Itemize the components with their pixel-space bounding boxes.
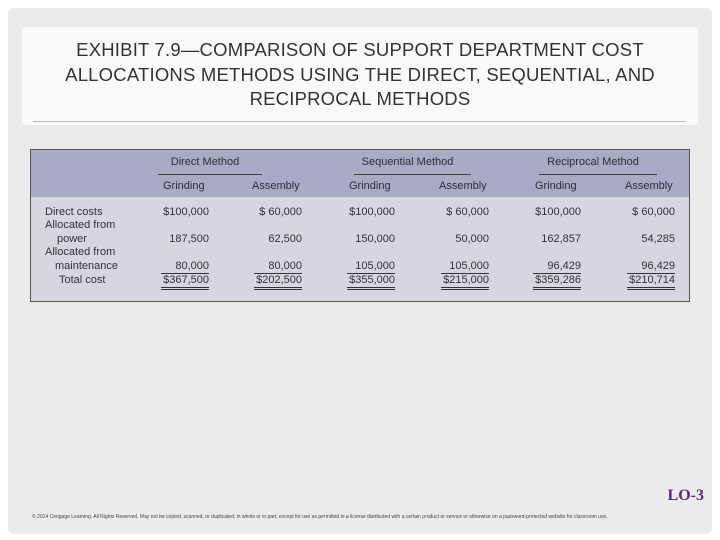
row-label: Total cost — [59, 274, 106, 286]
row-label: Allocated from — [45, 246, 116, 258]
total-double-underline — [441, 287, 489, 288]
table-cell: 96,429 — [547, 260, 581, 272]
method-underline — [354, 174, 471, 175]
total-double-underline — [254, 287, 302, 288]
table-cell: 187,500 — [169, 233, 209, 245]
table-cell: 62,500 — [268, 233, 302, 245]
table-cell: $215,000 — [443, 274, 489, 286]
table-cell: $ 60,000 — [259, 206, 302, 218]
table-cell: 54,285 — [641, 233, 675, 245]
column-header: Assembly — [252, 180, 300, 192]
table-cell: $367,500 — [163, 274, 209, 286]
exhibit-table — [30, 149, 690, 302]
total-double-underline — [533, 287, 581, 288]
total-double-underline — [161, 287, 209, 288]
table-cell: $355,000 — [349, 274, 395, 286]
table-cell: 150,000 — [355, 233, 395, 245]
table-cell: 80,000 — [268, 260, 302, 272]
column-header: Grinding — [163, 180, 205, 192]
total-double-underline — [161, 289, 209, 290]
table-cell: 105,000 — [449, 260, 489, 272]
table-cell: $100,000 — [163, 206, 209, 218]
row-label: Direct costs — [45, 206, 103, 218]
table-cell: $ 60,000 — [446, 206, 489, 218]
table-cell: 80,000 — [175, 260, 209, 272]
total-double-underline — [441, 289, 489, 290]
row-label: Allocated from — [45, 219, 116, 231]
method-underline — [539, 174, 657, 175]
table-cell: $ 60,000 — [632, 206, 675, 218]
method-underline — [158, 174, 262, 175]
column-header: Assembly — [625, 180, 673, 192]
row-label: power — [57, 233, 87, 245]
table-cell: 105,000 — [355, 260, 395, 272]
total-double-underline — [627, 287, 675, 288]
total-double-underline — [347, 287, 395, 288]
column-header: Grinding — [349, 180, 391, 192]
slide-title: EXHIBIT 7.9—COMPARISON OF SUPPORT DEPARTMENT COST ALLOCATIONS METHODS USING THE DIRECT, SEQUENTIAL, AND RECIPROCAL METHODS — [65, 39, 655, 109]
method-header: Sequential Method — [361, 156, 454, 168]
title-divider — [33, 121, 685, 122]
copyright-notice: © 2014 Cengage Learning. All Rights Reserved. May not be copied, scanned, or duplicated, in whole or in part, except for use as permitted in a license distributed with a certain product or service or otherwise on a password-protected website for classroom use. — [32, 514, 608, 520]
table-cell: $100,000 — [535, 206, 581, 218]
table-cell: 96,429 — [641, 260, 675, 272]
column-header: Assembly — [439, 180, 487, 192]
method-header: Reciprocal Method — [547, 156, 639, 168]
table-cell: $359,286 — [535, 274, 581, 286]
learning-objective-label: LO-3 — [667, 487, 704, 504]
method-header: Direct Method — [170, 156, 240, 168]
total-double-underline — [627, 289, 675, 290]
table-cell: 162,857 — [541, 233, 581, 245]
table-cell: 50,000 — [455, 233, 489, 245]
total-double-underline — [347, 289, 395, 290]
table-cell: $100,000 — [349, 206, 395, 218]
column-header: Grinding — [535, 180, 577, 192]
table-cell: $210,714 — [629, 274, 675, 286]
row-label: maintenance — [55, 260, 118, 272]
total-double-underline — [533, 289, 581, 290]
table-cell: $202,500 — [256, 274, 302, 286]
total-double-underline — [254, 289, 302, 290]
